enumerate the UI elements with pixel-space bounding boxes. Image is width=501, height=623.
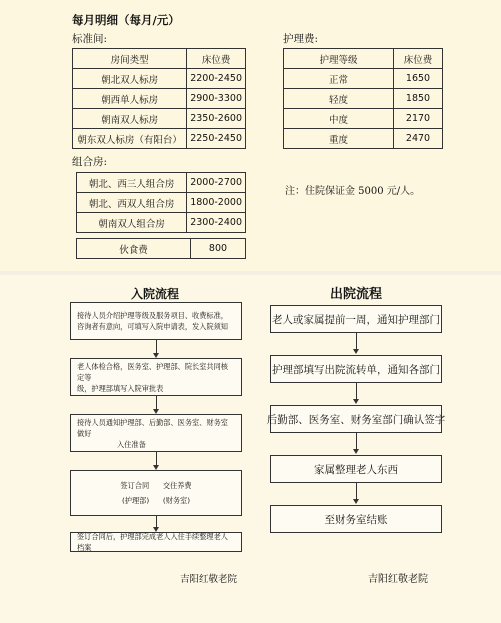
table-row [73, 109, 246, 129]
room-type-cell: 朝南双人标房 [73, 109, 187, 129]
step-line: 签订合同后，护理部完成老人入住手续整理老人档案 [77, 532, 228, 552]
bed-fee-cell: 2000-2700 [187, 173, 246, 193]
discharge-step-4: 家属整理老人东西 [270, 455, 442, 483]
step-line: 级，护理部填写入院审批表 [77, 383, 164, 393]
bed-fee-cell: 2300-2400 [187, 213, 246, 233]
room-type-cell: 朝北、西双人组合房 [77, 193, 187, 213]
nursing-fee-table [283, 48, 443, 149]
discharge-step-1: 老人或家属提前一周，通知护理部门 [270, 305, 442, 333]
bed-fee-cell: 2350-2600 [187, 109, 246, 129]
nursing-level-cell: 轻度 [284, 89, 394, 109]
table-row [73, 89, 246, 109]
standard-room-table [72, 48, 246, 149]
admission-step-2 [70, 358, 242, 396]
table-header-cell: 床位费 [394, 49, 443, 69]
table-header-row [73, 49, 246, 69]
room-type-cell: 朝西单人标房 [73, 89, 187, 109]
combo-room-label: 组合房: [72, 156, 108, 168]
bed-fee-cell: 2200-2450 [187, 69, 246, 89]
step-line: (护理部) (财务室) [121, 496, 191, 505]
table-row [77, 213, 246, 233]
bed-fee-cell: 1800-2000 [187, 193, 246, 213]
discharge-step-3: 后勤部、医务室、财务室部门确认签字 [270, 405, 442, 433]
bed-fee-cell: 2900-3300 [187, 89, 246, 109]
bed-fee-cell: 2250-2450 [187, 129, 246, 149]
table-row [284, 109, 443, 129]
deposit-note: 注：住院保证金 5000 元/人。 [285, 186, 421, 197]
step-line: 咨询者有意向，可填写入院申请表，发入院须知 [77, 322, 228, 331]
step-line: 接待人员通知护理部、后勤部、医务室、财务室做好 [77, 417, 228, 438]
nursing-fee-label: 护理费: [283, 33, 319, 45]
nursing-level-cell: 中度 [284, 109, 394, 129]
admission-step-5 [70, 532, 242, 552]
admission-flow-title: 入院流程 [130, 287, 179, 301]
table-row [77, 239, 246, 259]
step-line: 入住准备 [117, 439, 146, 449]
monthly-title: 每月明细（每月/元） [72, 13, 180, 27]
room-type-cell: 朝南双人组合房 [77, 213, 187, 233]
admission-step-1 [70, 302, 242, 340]
table-header-cell: 房间类型 [73, 49, 187, 69]
nursing-fee-cell: 1850 [394, 89, 443, 109]
admission-step-4 [70, 470, 242, 516]
discharge-flow-title: 出院流程 [329, 287, 382, 302]
room-type-cell: 朝北双人标房 [73, 69, 187, 89]
table-row [77, 173, 246, 193]
discharge-step-5: 至财务室结账 [270, 505, 442, 533]
table-header-row [284, 49, 443, 69]
discharge-signature: 吉阳红敬老院 [368, 574, 428, 585]
table-row [284, 89, 443, 109]
step-line: 老人体检合格，医务室、护理部、院长室共同核定等 [77, 361, 228, 382]
table-row [73, 129, 246, 149]
standard-room-label: 标准间: [72, 33, 108, 45]
table-row [77, 193, 246, 213]
discharge-step-2: 护理部填写出院流转单，通知各部门 [270, 355, 442, 383]
meal-fee-table [76, 238, 246, 259]
nursing-fee-cell: 2470 [394, 129, 443, 149]
table-header-cell: 床位费 [187, 49, 246, 69]
combo-room-table [76, 172, 246, 233]
admission-step-3 [70, 414, 242, 452]
admission-signature: 吉阳红敬老院 [180, 574, 238, 585]
step-line: 签订合同 交住养费 [120, 481, 192, 490]
nursing-level-cell: 重度 [284, 129, 394, 149]
table-row [73, 69, 246, 89]
nursing-fee-cell: 1650 [394, 69, 443, 89]
meal-fee-label: 伙食费 [77, 239, 191, 259]
nursing-level-cell: 正常 [284, 69, 394, 89]
table-row [284, 129, 443, 149]
table-header-cell: 护理等级 [284, 49, 394, 69]
step-line: 接待人员介绍护理等级及服务项目、收费标准， [77, 311, 228, 320]
room-type-cell: 朝北、西三人组合房 [77, 173, 187, 193]
nursing-fee-cell: 2170 [394, 109, 443, 129]
table-row [284, 69, 443, 89]
meal-fee-value: 800 [191, 239, 246, 259]
room-type-cell: 朝东双人标房（有阳台） [73, 129, 187, 149]
